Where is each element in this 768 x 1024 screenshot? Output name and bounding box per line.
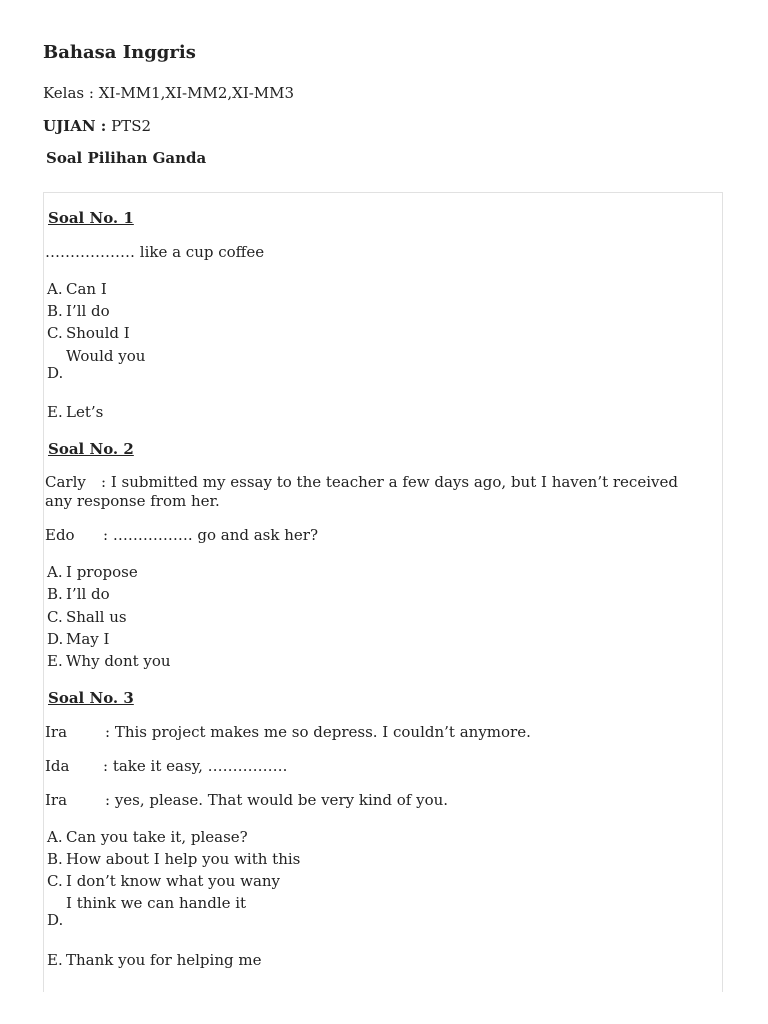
question-3-heading: Soal No. 3	[48, 689, 134, 707]
option-b	[47, 848, 300, 870]
dialogue-line	[45, 721, 531, 743]
kelas-label: Kelas :	[43, 84, 94, 102]
option-letter: E.	[47, 403, 63, 421]
dialogue-line	[45, 473, 685, 511]
option-e	[47, 650, 171, 672]
utterance: : This project makes me so depress. I couldn’t anymore.	[105, 723, 531, 741]
option-c	[47, 870, 280, 892]
question-panel	[43, 192, 723, 992]
utterance: : take it easy, …………….	[103, 757, 288, 775]
speaker: Edo	[45, 526, 75, 544]
dialogue-line	[45, 524, 318, 546]
utterance: : yes, please. That would be very kind of you.	[105, 791, 449, 809]
option-text: I’ll do	[66, 585, 110, 603]
ujian-value: PTS2	[111, 117, 152, 135]
speaker: Ira	[45, 723, 68, 741]
option-b	[47, 300, 110, 322]
option-letter: B.	[47, 585, 63, 603]
option-letter: A.	[47, 563, 63, 581]
utterance: : ……………. go and ask her?	[103, 526, 318, 544]
option-text: Why dont you	[66, 652, 171, 670]
option-text: Thank you for helping me	[66, 951, 262, 969]
subject-title: Bahasa Inggris	[43, 42, 196, 63]
option-text: Can I	[66, 280, 107, 298]
option-letter: B.	[47, 302, 63, 320]
question-1-heading: Soal No. 1	[48, 209, 134, 227]
option-e	[47, 401, 103, 423]
option-e	[47, 949, 261, 971]
option-text: Let’s	[66, 403, 104, 421]
option-d-text: I think we can handle it	[66, 894, 247, 912]
option-letter: C.	[47, 608, 63, 626]
option-text: I propose	[66, 563, 138, 581]
option-a	[47, 826, 248, 848]
kelas-line	[43, 84, 294, 102]
option-letter: A.	[47, 280, 63, 298]
option-text: I don’t know what you wany	[66, 872, 281, 890]
option-letter: C.	[47, 324, 63, 342]
option-letter: D.	[47, 630, 64, 648]
question-1-prompt: ……………… like a cup coffee	[45, 243, 265, 261]
section-title: Soal Pilihan Ganda	[46, 149, 207, 167]
option-text: How about I help you with this	[66, 850, 301, 868]
option-a	[47, 278, 107, 300]
option-letter: C.	[47, 872, 63, 890]
ujian-label: UJIAN :	[43, 117, 107, 135]
utterance: : I submitted my essay to the teacher a few days ago, but I haven’t received any response from her.	[45, 473, 678, 510]
question-2-heading: Soal No. 2	[48, 440, 134, 458]
option-text: Shall us	[66, 608, 127, 626]
option-letter: E.	[47, 652, 63, 670]
speaker: Carly	[45, 473, 86, 491]
ujian-line	[43, 117, 151, 135]
option-c	[47, 322, 130, 344]
option-d	[47, 628, 109, 650]
option-a	[47, 561, 138, 583]
option-text: Can you take it, please?	[66, 828, 248, 846]
option-text: I’ll do	[66, 302, 110, 320]
option-text: May I	[66, 630, 110, 648]
speaker: Ida	[45, 757, 70, 775]
dialogue-line	[45, 789, 448, 811]
option-d-letter: D.	[47, 364, 64, 382]
option-letter: E.	[47, 951, 63, 969]
kelas-value: XI-MM1,XI-MM2,XI-MM3	[98, 84, 295, 102]
option-b	[47, 583, 110, 605]
option-letter: B.	[47, 850, 63, 868]
option-letter: A.	[47, 828, 63, 846]
option-c	[47, 606, 127, 628]
option-d-letter: D.	[47, 911, 64, 929]
dialogue-line	[45, 755, 287, 777]
speaker: Ira	[45, 791, 68, 809]
option-text: Should I	[66, 324, 130, 342]
option-d-text: Would you	[66, 347, 146, 365]
